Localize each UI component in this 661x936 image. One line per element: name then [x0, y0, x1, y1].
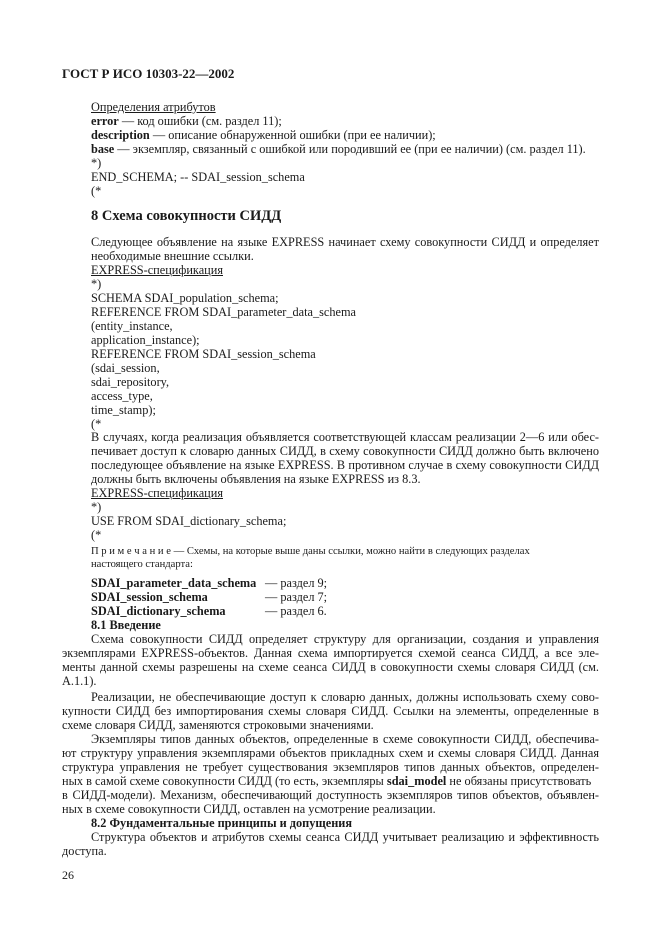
note-label: П р и м е ч а н и е [91, 546, 171, 557]
attr-base [91, 142, 599, 156]
paragraph-line: экземплярами EXPRESS-объектов. Данная схема импортируется схемой сеанса СИДД, а все эле- [62, 646, 599, 660]
paragraph-text: не обязаны присутствовать [446, 774, 592, 788]
attr-description-text: — описание обнаруженной ошибки (при ее наличии); [149, 128, 436, 142]
paragraph-line: необходимые внешние ссылки. [91, 249, 254, 263]
code-line: access_type, [91, 389, 153, 403]
note-line [91, 545, 599, 559]
code-line: (* [91, 417, 102, 431]
paragraph-line: доступа. [62, 844, 107, 858]
attr-description [91, 128, 599, 142]
paragraph-line: Следующее объявление на языке EXPRESS начинает схему совокупности СИДД и определяет [91, 235, 599, 249]
code-line: (* [91, 184, 102, 198]
attribute-definitions-title: Определения атрибутов [91, 100, 216, 114]
paragraph-line: структура управления не требует существования экземпляров типов данных объектов, определен- [62, 760, 599, 774]
reference-section: — раздел 6. [265, 604, 327, 618]
paragraph-line: должны быть включены объявления на языке EXPRESS из 8.3. [91, 472, 421, 486]
code-line: REFERENCE FROM SDAI_session_schema [91, 347, 316, 361]
reference-schema-name: SDAI_session_schema [91, 590, 208, 604]
code-line: *) [91, 500, 102, 514]
paragraph-line: в СИДД-модели). Механизм, обеспечивающий доступность экземпляров типов объектов, объявлен- [62, 788, 599, 802]
paragraph-line: Схема совокупности СИДД определяет структуру для организации, создания и управления [91, 632, 599, 646]
reference-row [91, 576, 599, 590]
section-8-2-heading: 8.2 Фундаментальные принципы и допущения [91, 816, 353, 830]
attr-error-term: error [91, 114, 119, 128]
attr-base-text: — экземпляр, связанный с ошибкой или породивший ее (при ее наличии) (см. раздел 11). [114, 142, 586, 156]
paragraph-line: купности СИДД без импортирования схемы словаря СИДД. Ссылки на элементы, определенные в [62, 704, 599, 718]
express-spec-title: EXPRESS-спецификация [91, 263, 223, 277]
running-header: ГОСТ Р ИСО 10303-22—2002 [62, 66, 235, 81]
code-line: time_stamp); [91, 403, 156, 417]
reference-section: — раздел 9; [265, 576, 328, 590]
attr-description-term: description [91, 128, 150, 142]
reference-schema-name: SDAI_parameter_data_schema [91, 576, 257, 590]
section-8-1-heading: 8.1 Введение [91, 618, 161, 632]
code-line: END_SCHEMA; -- SDAI_session_schema [91, 170, 305, 184]
code-line: sdai_repository, [91, 375, 170, 389]
paragraph-line: схеме словаря СИДД, заменяются строковыми значениями. [62, 718, 374, 732]
paragraph-line: A.1.1). [62, 674, 97, 688]
paragraph-line [62, 774, 592, 788]
paragraph-line: менты данной схемы разрешены на схеме сеанса СИДД в совокупности схемы словаря СИДД (см. [62, 660, 599, 674]
reference-row [91, 590, 599, 604]
express-spec-title: EXPRESS-спецификация [91, 486, 223, 500]
paragraph-line: ют структуру управления экземплярами объектов прикладных схем и схемы словаря СИДД. Данная [62, 746, 599, 760]
code-line: *) [91, 277, 102, 291]
code-line: SCHEMA SDAI_population_schema; [91, 291, 279, 305]
paragraph-line: ных в схеме совокупности СИДД, оставлен на усмотрение реализации. [62, 802, 436, 816]
code-line: *) [91, 156, 102, 170]
note-line: настоящего стандарта: [91, 559, 193, 570]
code-line: (* [91, 528, 102, 542]
code-line: application_instance); [91, 333, 200, 347]
reference-section: — раздел 7; [265, 590, 328, 604]
code-line: USE FROM SDAI_dictionary_schema; [91, 514, 287, 528]
code-line: (entity_instance, [91, 319, 173, 333]
paragraph-line: В случаях, когда реализация объявляется соответствующей классам реализации 2—6 или обес- [91, 430, 599, 444]
paragraph-line: печивает доступ к словарю данных СИДД, в схему совокупности СИДД должно быть включено [91, 444, 599, 458]
attr-base-term: base [91, 142, 115, 156]
reference-row [91, 604, 599, 618]
paragraph-line: последующее объявление на языке EXPRESS. В противном случае в схему совокупности СИДД [91, 458, 599, 472]
paragraph-text: ных в самой схеме совокупности СИДД (то есть, экземпляры [62, 774, 387, 788]
paragraph-line: Структура объектов и атрибутов схемы сеанса СИДД учитывает реализацию и эффективность [91, 830, 599, 844]
page-number: 26 [62, 868, 74, 882]
sdai-model-term: sdai_model [386, 774, 447, 788]
note-text: — Схемы, на которые выше даны ссылки, можно найти в следующих разделах [170, 546, 530, 557]
paragraph-line: Экземпляры типов данных объектов, определенные в схеме совокупности СИДД, обеспечива- [91, 732, 599, 746]
paragraph-line: Реализации, не обеспечивающие доступ к словарю данных, должны использовать схему сово- [91, 690, 599, 704]
attr-error-text: — код ошибки (см. раздел 11); [118, 114, 282, 128]
section-8-heading: 8 Схема совокупности СИДД [91, 208, 282, 224]
reference-schema-name: SDAI_dictionary_schema [91, 604, 226, 618]
code-line: REFERENCE FROM SDAI_parameter_data_schema [91, 305, 357, 319]
code-line: (sdai_session, [91, 361, 160, 375]
attr-error [91, 114, 599, 128]
